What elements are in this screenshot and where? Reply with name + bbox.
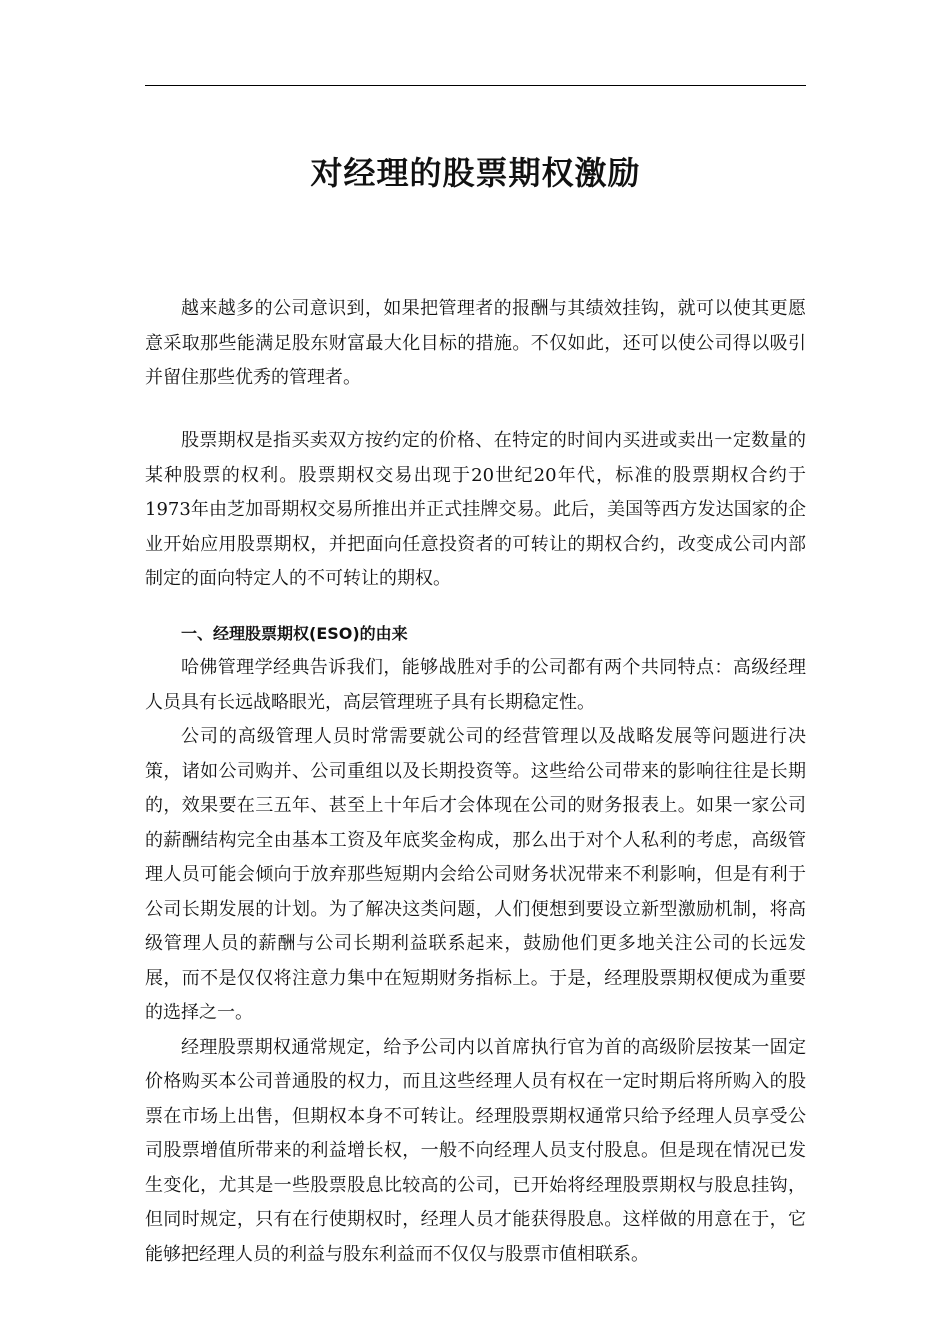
header-rule bbox=[145, 85, 806, 86]
section-heading: 一、经理股票期权(ESO)的由来 bbox=[181, 624, 408, 643]
section-eso-origin bbox=[145, 617, 806, 1272]
section-paragraph-2: 公司的高级管理人员时常需要就公司的经营管理以及战略发展等问题进行决策，诸如公司购并、公司重组以及长期投资等。这些给公司带来的影响往往是长期的，效果要在三五年、甚至上十年后才会体现在公司的财务报表上。如果一家公司的薪酬结构完全由基本工资及年底奖金构成，那么出于对个人私利的考虑，高级管理人员可能会倾向于放弃那些短期内会给公司财务状况带来不利影响，但是有利于公司长期发展的计划。为了解决这类问题，人们便想到要设立新型激励机制，将高级管理人员的薪酬与公司长期利益联系起来，鼓励他们更多地关注公司的长远发展，而不是仅仅将注意力集中在短期财务指标上。于是，经理股票期权便成为重要的选择之一。 bbox=[145, 726, 806, 1023]
section-paragraph-3: 经理股票期权通常规定，给予公司内以首席执行官为首的高级阶层按某一固定价格购买本公司普通股的权力，而且这些经理人员有权在一定时期后将所购入的股票在市场上出售，但期权本身不可转让。经理股票期权通常只给予经理人员享受公司股票增值所带来的利益增长权，一般不向经理人员支付股息。但是现在情况已发生变化，尤其是一些股票股息比较高的公司，已开始将经理股票期权与股息挂钩，但同时规定，只有在行使期权时，经理人员才能获得股息。这样做的用意在于，它能够把经理人员的利益与股东利益而不仅仅与股票市值相联系。 bbox=[145, 1036, 806, 1265]
document-title: 对经理的股票期权激励 bbox=[310, 154, 641, 192]
intro-section bbox=[145, 292, 806, 396]
definition-paragraph: 股票期权是指买卖双方按约定的价格、在特定的时间内买进或卖出一定数量的某种股票的权利。股票期权交易出现于20世纪20年代，标准的股票期权合约于1973年由芝加哥期权交易所推出并正式挂牌交易。此后，美国等西方发达国家的企业开始应用股票期权，并把面向任意投资者的可转让的期权合约，改变成公司内部制定的面向特定人的不可转让的期权。 bbox=[145, 430, 806, 589]
intro-paragraph: 越来越多的公司意识到，如果把管理者的报酬与其绩效挂钩，就可以使其更愿意采取那些能满足股东财富最大化目标的措施。不仅如此，还可以使公司得以吸引并留住那些优秀的管理者。 bbox=[145, 298, 806, 388]
section-paragraph-1: 哈佛管理学经典告诉我们，能够战胜对手的公司都有两个共同特点：高级经理人员具有长远战略眼光，高层管理班子具有长期稳定性。 bbox=[145, 657, 806, 713]
definition-section bbox=[145, 424, 806, 597]
